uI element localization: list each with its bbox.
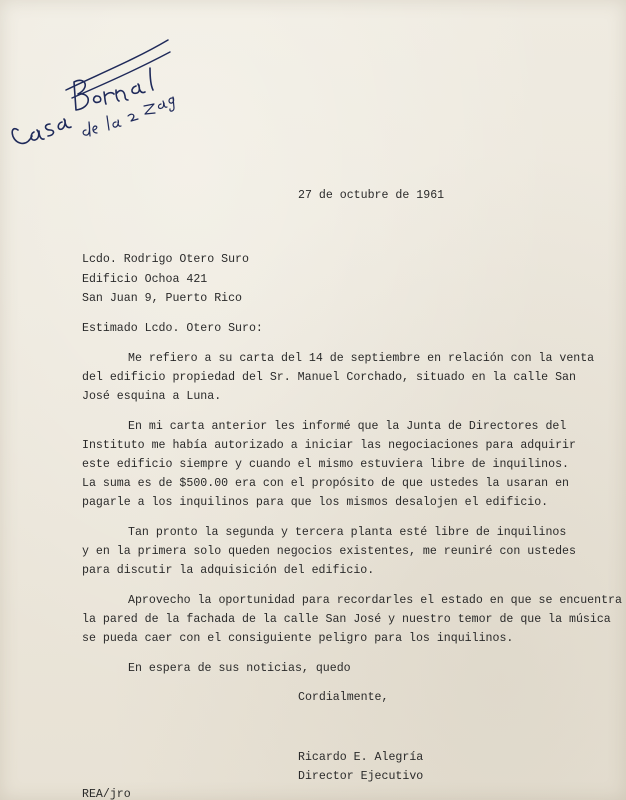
- closing-line: En espera de sus noticias, quedo: [128, 662, 351, 675]
- body-line: del edificio propiedad del Sr. Manuel Corchado, situado en la calle San: [82, 371, 576, 384]
- recipient-line-1: Lcdo. Rodrigo Otero Suro: [82, 253, 249, 266]
- body-line: En mi carta anterior les informé que la Junta de Directores del: [128, 420, 567, 433]
- body-line: Aprovecho la oportunidad para recordarles el estado en que se encuentra: [128, 594, 622, 607]
- body-line: este edificio siempre y cuando el mismo estuviera libre de inquilinos.: [82, 458, 570, 471]
- body-line: José esquina a Luna.: [82, 390, 222, 403]
- body-line: se pueda caer con el consiguiente peligro para los inquilinos.: [82, 632, 514, 645]
- body-line: Instituto me había autorizado a iniciar las negociaciones para adquirir: [82, 439, 576, 452]
- body-line: Me refiero a su carta del 14 de septiembre en relación con la venta: [128, 352, 595, 365]
- body-line: para discutir la adquisición del edificio.: [82, 564, 375, 577]
- body-line: la pared de la fachada de la calle San José y nuestro temor de que la música: [82, 613, 611, 626]
- body-line: La suma es de $500.00 era con el propósito de que ustedes la usaran en: [82, 477, 570, 490]
- salutation: Estimado Lcdo. Otero Suro:: [82, 322, 263, 335]
- body-line: Tan pronto la segunda y tercera planta esté libre de inquilinos: [128, 526, 567, 539]
- valediction: Cordialmente,: [298, 691, 389, 704]
- recipient-line-2: Edificio Ochoa 421: [82, 273, 208, 286]
- typist-initials: REA/jro: [82, 788, 131, 800]
- body-line: y en la primera solo queden negocios existentes, me reuniré con ustedes: [82, 545, 576, 558]
- handwritten-annotation: [4, 12, 184, 162]
- signer-title: Director Ejecutivo: [298, 770, 424, 783]
- recipient-line-3: San Juan 9, Puerto Rico: [82, 292, 243, 305]
- letter-date: 27 de octubre de 1961: [298, 189, 445, 202]
- body-line: pagarle a los inquilinos para que los mismos desalojen el edificio.: [82, 496, 549, 509]
- signer-name: Ricardo E. Alegría: [298, 751, 424, 764]
